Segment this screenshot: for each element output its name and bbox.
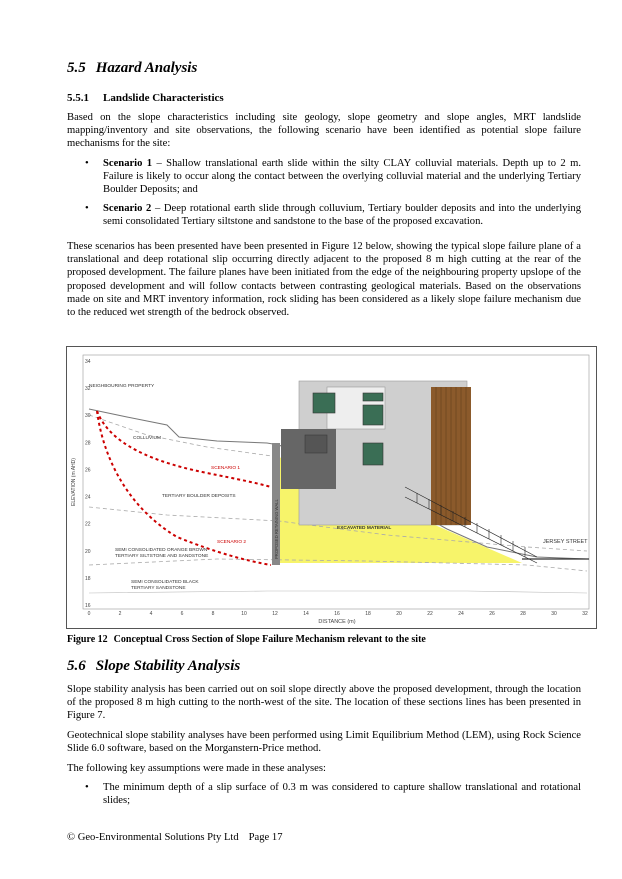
building-dark-window <box>305 435 327 453</box>
black-sandstone-label-2: TERTIARY SANDSTONE <box>131 586 186 591</box>
scenario-1-label: SCENARIO 1 <box>211 466 241 471</box>
section-title: Slope Stability Analysis <box>95 658 241 674</box>
window-3 <box>363 405 383 425</box>
y-tick-label: 32 <box>85 386 91 393</box>
page-footer <box>67 832 283 843</box>
x-tick-label: 14 <box>303 611 309 617</box>
scenario-text: – Shallow translational earth slide within the silty CLAY colluvial materials. Depth up to 2 m. Failure is likely to occur along the contact between the overlying colluvial material and the underlying Tertiary Boulder Deposits; and <box>103 158 581 196</box>
x-tick-label: 8 <box>211 611 215 617</box>
boulder-deposits-label: TERTIARY BOULDER DEPOSITS <box>162 494 236 499</box>
y-tick-label: 30 <box>85 413 91 420</box>
bullet-icon: • <box>85 158 89 169</box>
bullet-icon: • <box>85 202 89 214</box>
excavated-material-label: EXCAVATED MATERIAL <box>337 526 392 531</box>
x-tick-label: 18 <box>365 611 371 617</box>
y-tick-label: 20 <box>85 548 91 555</box>
x-tick-label: 4 <box>149 611 153 617</box>
subsection-title: Landslide Characteristics <box>103 92 224 104</box>
scenario-2-label: SCENARIO 2 <box>217 540 247 545</box>
footer-page-number: Page 17 <box>248 832 283 843</box>
scenario-item <box>67 157 581 197</box>
assumption-text: The minimum depth of a slip surface of 0.3 m was considered to capture shallow translational and rotational slides; <box>103 782 581 807</box>
x-tick-label: 6 <box>180 611 184 617</box>
caption-label: Figure 12 <box>67 634 108 645</box>
x-tick-label: 26 <box>489 611 495 617</box>
scenario-label: Scenario 1 <box>103 158 153 169</box>
section-number: 5.5 <box>67 60 86 76</box>
x-tick-label: 20 <box>396 611 402 617</box>
x-tick-label: 0 <box>87 611 91 617</box>
x-axis-ticks <box>88 611 588 617</box>
x-tick-label: 28 <box>520 611 526 617</box>
y-tick-label: 28 <box>85 440 91 447</box>
y-tick-label: 18 <box>85 575 91 582</box>
window-2 <box>363 393 383 401</box>
y-tick-label: 26 <box>85 467 91 474</box>
siltstone-label-1: SEMI CONSOLIDATED ORANGE BROWN <box>115 548 208 553</box>
scenario-item <box>67 202 581 228</box>
x-axis-title: DISTANCE (m) <box>318 619 356 625</box>
y-axis-title: ELEVATION (m AHD) <box>71 458 77 506</box>
window-4 <box>363 443 383 465</box>
x-tick-label: 12 <box>272 611 278 617</box>
section-heading-5-5 <box>67 60 197 77</box>
section-title: Hazard Analysis <box>95 60 198 76</box>
cross-section-figure <box>66 346 597 629</box>
x-tick-label: 24 <box>458 611 464 617</box>
figure-caption <box>67 634 426 645</box>
y-tick-label: 34 <box>85 359 91 365</box>
cross-section-diagram <box>67 347 596 628</box>
footer-copyright: © Geo-Environmental Solutions Pty Ltd <box>67 832 239 843</box>
section-number: 5.6 <box>67 658 86 674</box>
x-tick-label: 22 <box>427 611 433 617</box>
subsection-number: 5.5.1 <box>67 92 89 104</box>
x-tick-label: 32 <box>582 611 588 617</box>
neighbouring-property-label: NEIGHBOURING PROPERTY <box>89 384 155 389</box>
assumption-item <box>67 781 581 807</box>
scenario-text: – Deep rotational earth slide through colluvium, Tertiary boulder deposits and into the underlying semi consolidated Tertiary siltstone and sandstone to the base of the proposed excavation. <box>103 202 582 227</box>
stability-paragraph-1: Slope stability analysis has been carried out on soil slope directly above the proposed development, through the location of the proposed 8 m high cutting to the north-west of the site. The location of these sections lines has been presented in Figure 7. <box>67 684 581 722</box>
scenario-label: Scenario 2 <box>103 202 152 214</box>
x-tick-label: 2 <box>118 611 122 617</box>
intro-paragraph: Based on the slope characteristics including site geology, slope geometry and slope angles, MRT landslide mapping/inventory and site observations, the following scenario have been identified as potential slope failure mechanisms for the site: <box>67 112 581 150</box>
y-tick-label: 24 <box>85 494 91 501</box>
assumption-list <box>67 781 581 812</box>
colluvium-label: COLLUVIUM <box>133 436 161 441</box>
caption-text: Conceptual Cross Section of Slope Failure Mechanism relevant to the site <box>113 634 426 645</box>
scenario-paragraph: These scenarios has been presented have been presented in Figure 12 below, showing the typical slope failure plane of a translational and deep rotational slip occurring directly adjacent to the proposed 8 m high cutting at the rear of the proposed development. The failure planes have been initiated from the edge of the neighbouring property upslope of the proposed development and will follow contacts between contrasting geological materials. Based on the observations made on site and MRT inventory information, rock sliding has been considered as a likely slope failure mechanism due to the reduced wet strength of the bedrock observed. <box>67 241 581 319</box>
subsection-heading-5-5-1 <box>67 92 224 104</box>
x-tick-label: 10 <box>241 611 247 617</box>
y-tick-label: 22 <box>85 521 91 528</box>
x-tick-label: 30 <box>551 611 557 617</box>
bullet-icon: • <box>85 782 89 793</box>
stability-paragraph-2: Geotechnical slope stability analyses have been performed using Limit Equilibrium Method (LEM), using Rock Science Slide 6.0 software, based on the Morganstern-Price method. <box>67 730 581 755</box>
x-tick-label: 16 <box>334 611 340 617</box>
y-tick-label: 16 <box>85 603 91 609</box>
retaining-wall-label: PROPOSED RETAINING WALL <box>274 499 279 559</box>
stability-paragraph-3: The following key assumptions were made in these analyses: <box>67 763 326 774</box>
scenario-list <box>67 157 581 233</box>
window-1 <box>313 393 335 413</box>
section-heading-5-6 <box>67 658 240 675</box>
siltstone-label-2: TERTIARY SILTSTONE AND SANDSTONE <box>115 554 209 559</box>
black-sandstone-label-1: SEMI CONSOLIDATED BLACK <box>131 580 199 585</box>
jersey-street-label: JERSEY STREET <box>543 539 588 545</box>
